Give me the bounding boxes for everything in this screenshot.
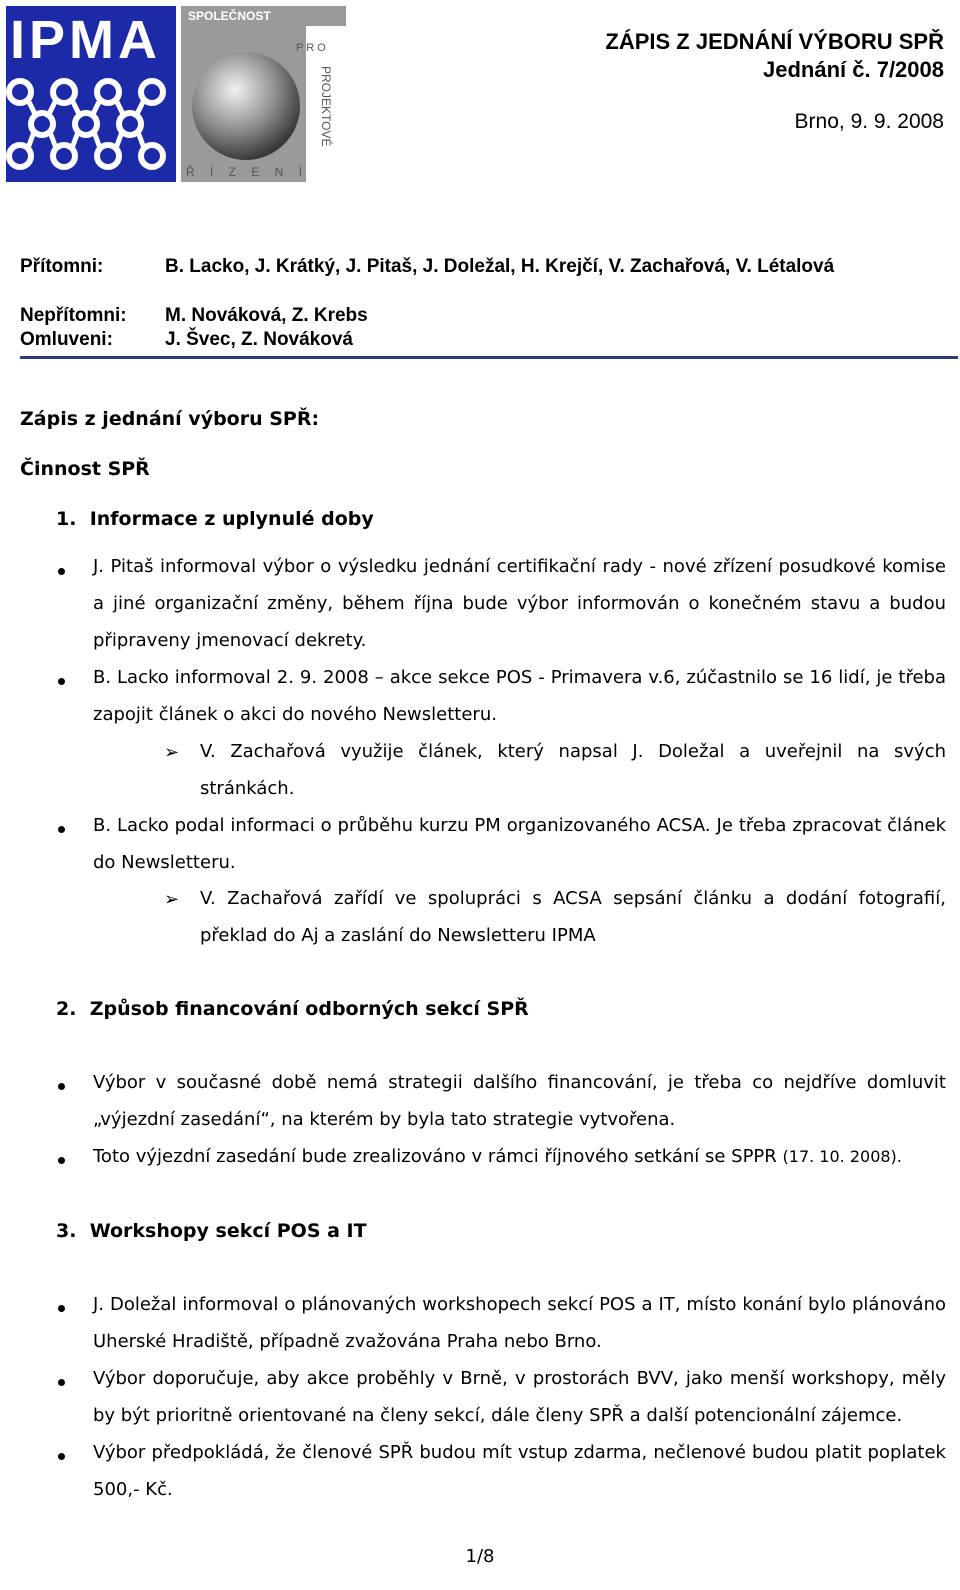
page-number: 1/8 (465, 1546, 495, 1567)
activity-heading: Činnost SPŘ (20, 458, 150, 480)
excused-label: Omluveni: (20, 329, 113, 350)
absent-label: Nepřítomni: (20, 305, 127, 326)
ipma-logo (6, 6, 346, 182)
list-item: J. Doležal informoval o plánovaných workshopech sekcí POS a IT, místo konání bylo plánováno Uherské Hradiště, případně zvažována Praha nebo Brno. (93, 1294, 946, 1352)
title-line-1: ZÁPIS Z JEDNÁNÍ VÝBORU SPŘ (605, 29, 944, 54)
svg-text:P R O: P R O (296, 42, 326, 54)
bullet-icon (58, 1379, 65, 1386)
excused-names: J. Švec, Z. Nováková (165, 329, 353, 350)
title-line-2: Jednání č. 7/2008 (763, 57, 944, 82)
list-item: B. Lacko informoval 2. 9. 2008 – akce sekce POS - Primavera v.6, zúčastnilo se 16 lidí, je třeba zapojit článek o akci do nového Newsletteru. (93, 667, 946, 725)
section-3-heading (56, 1220, 367, 1242)
svg-text:SPOLEČNOST: SPOLEČNOST (188, 9, 271, 23)
list-item: J. Pitaš informoval výbor o výsledku jednání certifikační rady - nové zřízení posudkové komise a jiné organizační změny, během října bude výbor informován o konečném stavu a budou připraveny jmenovací dekrety. (93, 556, 946, 651)
section-2-heading (56, 998, 529, 1020)
arrow-bullet-icon: ➢ (164, 742, 180, 763)
logo-text: IPMA (10, 10, 161, 70)
list-item: Výbor doporučuje, aby akce proběhly v Brně, v prostorách BVV, jako menší workshopy, měly by být prioritně orientované na členy sekcí, dále členy SPŘ a další potencionální zájemce. (93, 1368, 946, 1426)
bullet-icon (58, 1305, 65, 1312)
section-number: 2. (56, 998, 77, 1020)
section-title: Způsob financování odborných sekcí SPŘ (89, 998, 529, 1020)
section-number: 1. (56, 508, 77, 530)
bullet-icon (58, 568, 65, 575)
svg-text:Ř Í Z E N Í: Ř Í Z E N Í (186, 165, 309, 179)
divider (20, 356, 958, 359)
section-title: Workshopy sekcí POS a IT (89, 1220, 367, 1242)
list-item: Výbor předpokládá, že členové SPŘ budou mít vstup zdarma, nečlenové budou platit poplatek 500,- Kč. (93, 1442, 946, 1500)
section-title: Informace z uplynulé doby (89, 508, 374, 530)
bullet-icon (58, 678, 65, 685)
list-item: B. Lacko podal informaci o průběhu kurzu PM organizovaného ACSA. Je třeba zpracovat článek do Newsletteru. (93, 815, 946, 873)
section-number: 3. (56, 1220, 77, 1242)
present-label: Přítomni: (20, 256, 104, 277)
sub-item: V. Zachařová zařídí ve spolupráci s ACSA sepsání článku a dodání fotografií, překlad do Aj a zaslání do Newsletteru IPMA (200, 888, 946, 946)
bullet-icon (58, 1083, 65, 1090)
document-title (605, 28, 944, 84)
list-item: Toto výjezdní zasedání bude zrealizováno v rámci říjnového setkání se SPPR (17. 10. 2008). (93, 1146, 902, 1167)
list-item: Výbor v současné době nemá strategii dalšího financování, je třeba co nejdříve domluvit „výjezdní zasedání“, na kterém by byla tato strategie vytvořena. (93, 1072, 946, 1130)
minutes-heading: Zápis z jednání výboru SPŘ: (20, 408, 320, 430)
sub-item: V. Zachařová využije článek, který napsal J. Doležal a uveřejnil na svých stránkách. (200, 741, 946, 799)
bullet-icon (58, 1453, 65, 1460)
section-1-heading (56, 508, 374, 530)
place-date: Brno, 9. 9. 2008 (794, 110, 944, 133)
bullet-icon (58, 826, 65, 833)
present-names: B. Lacko, J. Krátký, J. Pitaš, J. Doležal, H. Krejčí, V. Zachařová, V. Létalová (165, 256, 835, 277)
bullet-icon (58, 1157, 65, 1164)
svg-text:PROJEKTOVÉ: PROJEKTOVÉ (319, 66, 333, 147)
arrow-bullet-icon: ➢ (164, 889, 180, 910)
absent-names: M. Nováková, Z. Krebs (165, 305, 368, 326)
